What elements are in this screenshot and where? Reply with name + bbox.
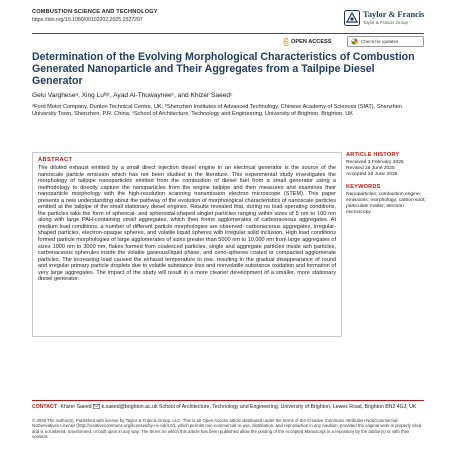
publisher-logo[interactable]	[344, 9, 424, 29]
publisher-name: Taylor & Francis	[363, 10, 425, 19]
header-divider	[32, 33, 424, 34]
contact-info	[32, 404, 424, 410]
open-access-lock-icon	[283, 38, 289, 46]
publisher-group: Taylor & Francis Group	[363, 20, 408, 25]
doi-link[interactable]: https://doi.org/10.1080/00102202.2025.2527297	[32, 17, 143, 23]
check-updates-label: Check for updates	[361, 39, 399, 44]
article-history	[346, 152, 426, 178]
history-revised: Revised 26 June 2025	[346, 166, 395, 171]
keywords-list: Nanoparticles; combustion engine; emissions; morphology; carbon soot; particulate matter; electron microscopy	[346, 192, 426, 215]
article-sidebar	[346, 152, 426, 222]
keywords	[346, 184, 426, 216]
history-accepted: Accepted 26 June 2025	[346, 172, 398, 177]
affiliations: ᵃFord Motor Company, Dunton Technical Centre, UK; ᵇShenzhen Institutes of Advanced Technology, Chinese Academy of Sciences (SIAT), Shenzhen University Town, Shenzhen, P.R. China; ᶜSchool of Architecture, Technology and Engineering, University of Brighton, Brighton, UK	[32, 104, 402, 117]
keywords-heading: KEYWORDS	[346, 184, 381, 190]
footer-divider	[32, 400, 424, 401]
check-updates-button[interactable]	[347, 36, 424, 47]
contact-label: CONTACT	[32, 404, 57, 410]
contact-name: Khizer Saeed	[60, 404, 92, 410]
email-icon	[93, 404, 100, 409]
author-list: Gelu Vargheseᵃ, Xing Luᵇʲᶜ, Ayad Al-Thuwayneeᶜ, and Khizer Saeedᶜ	[32, 92, 233, 99]
contact-email[interactable]: k.saeed@brighton.ac.uk	[101, 404, 158, 410]
article-title: Determination of the Evolving Morphological Characteristics of Combustion Generated Nanoparticle and Their Aggregates from a Tailpipe Diesel Generator	[32, 51, 415, 87]
license-text: © 2025 The Author(s). Published with license by Taylor & Francis Group, LLC. This is an Open Access article distributed under the terms of the Creative Commons Attribution-NonCommercial-NoDerivatives License (http://creativecommons.org/licenses/by-nc-nd/4.0/), which permits non-commercial re-use, distribution, and reproduction in any medium, provided the original work is properly cited, and is not altered, transformed, or built upon in any way. The terms on which this article has been published allow the posting of the Accepted Manuscript in a repository by the author(s) or with their consent.	[32, 418, 423, 440]
page-header	[32, 9, 424, 31]
article-history-heading: ARTICLE HISTORY	[346, 152, 400, 158]
abstract-box	[32, 152, 342, 337]
history-received: Received 3 February 2025	[346, 160, 404, 165]
contact-address: School of Architecture, Technology and Engineering, University of Brighton, Lewes Road, Brighton BN2 4GJ, UK	[158, 404, 417, 410]
publisher-logo-icon	[344, 10, 360, 26]
crossmark-icon	[351, 38, 358, 45]
abstract-text: The diluted exhaust emitted by a small direct injection diesel engine in an electrical generator is the source of the nanoscale particle emission which has not been studied in the literature. This experimental study investigates the morphology of tailpipe nanoparticles emitted from the combustion of diesel fuel from a small generator using a methodology to directly capture the nanoparticles from the engine tailpipe and then measures and examines their nanoparticle morphology with the high-resolution scanning transmission electron microscope (STEM). This paper presents a new understanding about the pathway of the evolution of morphological characteristics of nanoscale particles emitted at the tailpipe of the small stationary diesel engines. Results revealed that, during no load operating conditions, the particles take the form of spherical- and spheroidal-shaped singlet particles ranging within sizes of 5 nm to 100 nm along with large PAH-containing small aggregates, which then forms agglomerates of carbonaceous aggregates. At medium load conditions, a number of different particle morphologies are observed: carbonaceous aggregates, irregular-shaped particles, electron-opaque spheres, and volatile liquid spheres with irregular solid inclusion. High load conditions formed particle morphologies of large agglomerates of sizes greater than 5000 nm to 10,000 nm from large aggregates of sizes 1000 nm to 3000 nm, flakes formed from coalesced particles, single and aggregate particles inside ash particles, carbonaceous spherules inside the volatile gaseous/liquid phase, and ceno-spheres coated or compacted agglomerate particles. The increasing load caused the exhaust temperature to rise, resulting in the gradual disappearance of round and irregular primary particle droplets due to volatile substance loss and nonvolatile substance oxidation and formation of very large aggregates. The impact of the study will result in a more cleaner development of a smaller, more stationary diesel generator.	[38, 165, 336, 283]
open-access-badge	[283, 37, 332, 47]
open-access-label: OPEN ACCESS	[291, 39, 332, 45]
abstract-heading: ABSTRACT	[38, 157, 73, 163]
journal-name: COMBUSTION SCIENCE AND TECHNOLOGY	[32, 9, 158, 15]
